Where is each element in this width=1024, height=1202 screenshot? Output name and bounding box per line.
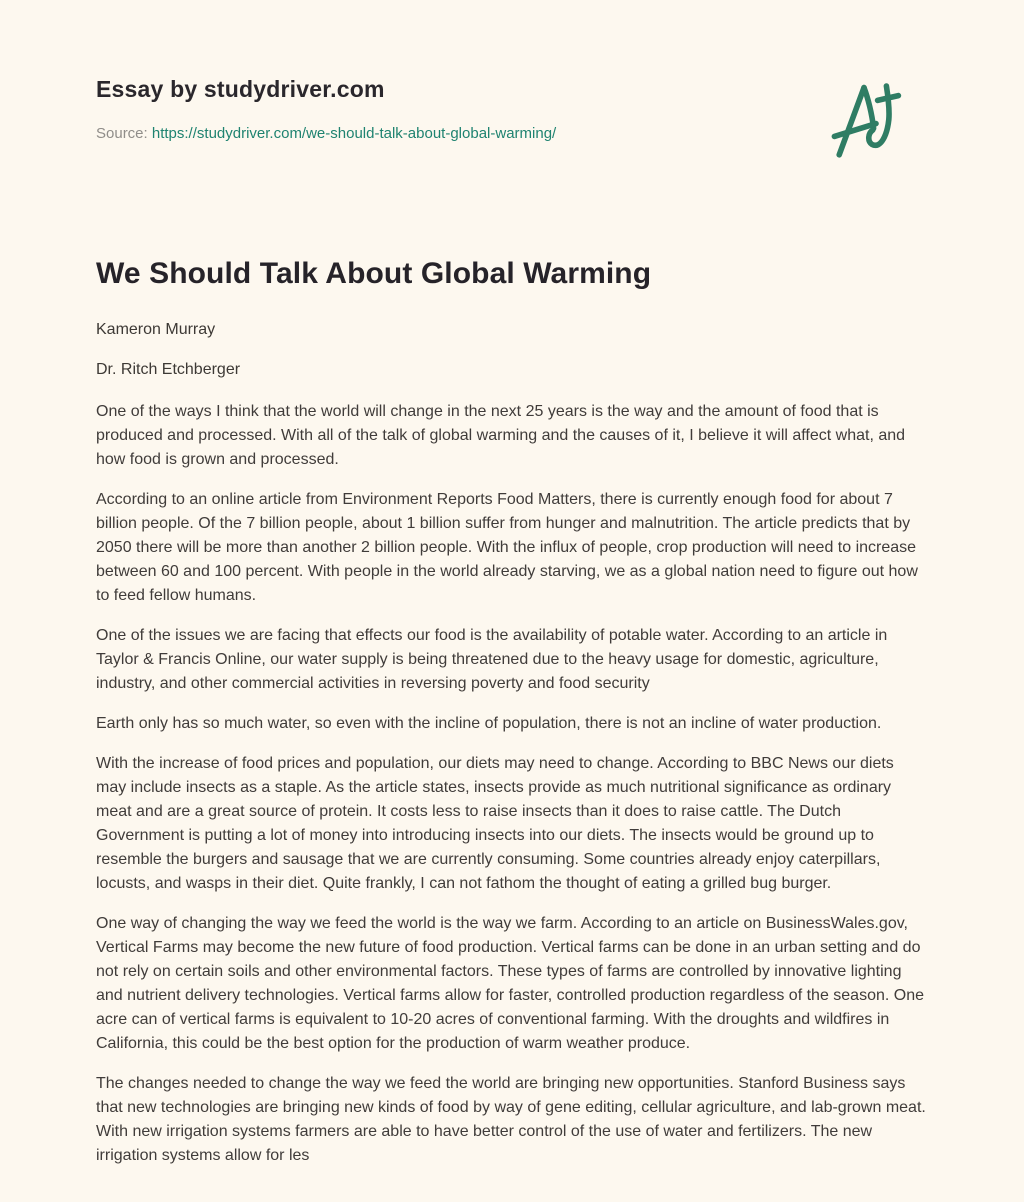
source-line [96,124,928,144]
author-name: Kameron Murray [96,321,216,339]
source-label: Source: [96,125,148,143]
essay-paragraph: With the increase of food prices and population, our diets may need to change. According to BBC News our diets may include insects as a staple. As the article states, insects provide as much nutritional significance as ordinary meat and are a great source of protein. It costs less to raise insects than it does to raise cattle. The Dutch Government is putting a lot of money into introducing insects into our diets. The insects would be ground up to resemble the burgers and sausage that we are currently consuming. Some countries already enjoy caterpillars, locusts, and wasps in their diet. Quite frankly, I can not fathom the thought of eating a grilled bug burger. [96,755,894,893]
essay-paragraph: Earth only has so much water, so even with the incline of population, there is not an incline of water production. [96,715,882,733]
source-link[interactable]: https://studydriver.com/we-should-talk-about-global-warming/ [151,125,557,143]
essay-paragraph: According to an online article from Environment Reports Food Matters, there is currently enough food for about 7 billion people. Of the 7 billion people, about 1 billion suffer from hunger and malnutrition. The article predicts that by 2050 there will be more than another 2 billion people. With the influx of people, crop production will need to increase between 60 and 100 percent. With people in the world already starving, we as a global nation need to figure out how to feed fellow humans. [96,491,918,605]
essay-paragraph: One of the issues we are facing that effects our food is the availability of potable water. According to an article in Taylor & Francis Online, our water supply is being threatened due to the heavy usage for domestic, agriculture, industry, and other commercial activities in reversing poverty and food security [96,627,888,693]
instructor-name: Dr. Ritch Etchberger [96,361,241,379]
essay-page [96,0,928,1168]
essay-paragraph: The changes needed to change the way we feed the world are bringing new opportunities. Stanford Business says that new technologies are bringing new kinds of food by way of gene editing, cellular agriculture, and lab-grown meat. With new irrigation systems farmers are able to have better control of the use of water and fertilizers. The new irrigation systems allow for les [96,1075,926,1165]
essay-paragraph: One of the ways I think that the world will change in the next 25 years is the way and the amount of food that is produced and processed. With all of the talk of global warming and the causes of it, I believe it will affect what, and how food is grown and processed. [96,403,906,469]
essay-paragraph: One way of changing the way we feed the world is the way we farm. According to an article on BusinessWales.gov, Vertical Farms may become the new future of food production. Vertical farms can be done in an urban setting and do not rely on certain soils and other environmental factors. These types of farms are controlled by innovative lighting and nutrient delivery technologies. Vertical farms allow for faster, controlled production regardless of the season. One acre can of vertical farms is equivalent to 10-20 acres of conventional farming. With the droughts and wildfires in California, this could be the best option for the production of warm weather produce. [96,915,925,1053]
site-header-title: Essay by studydriver.com [96,76,385,102]
essay-body [96,400,928,1168]
essay-title: We Should Talk About Global Warming [96,257,652,291]
